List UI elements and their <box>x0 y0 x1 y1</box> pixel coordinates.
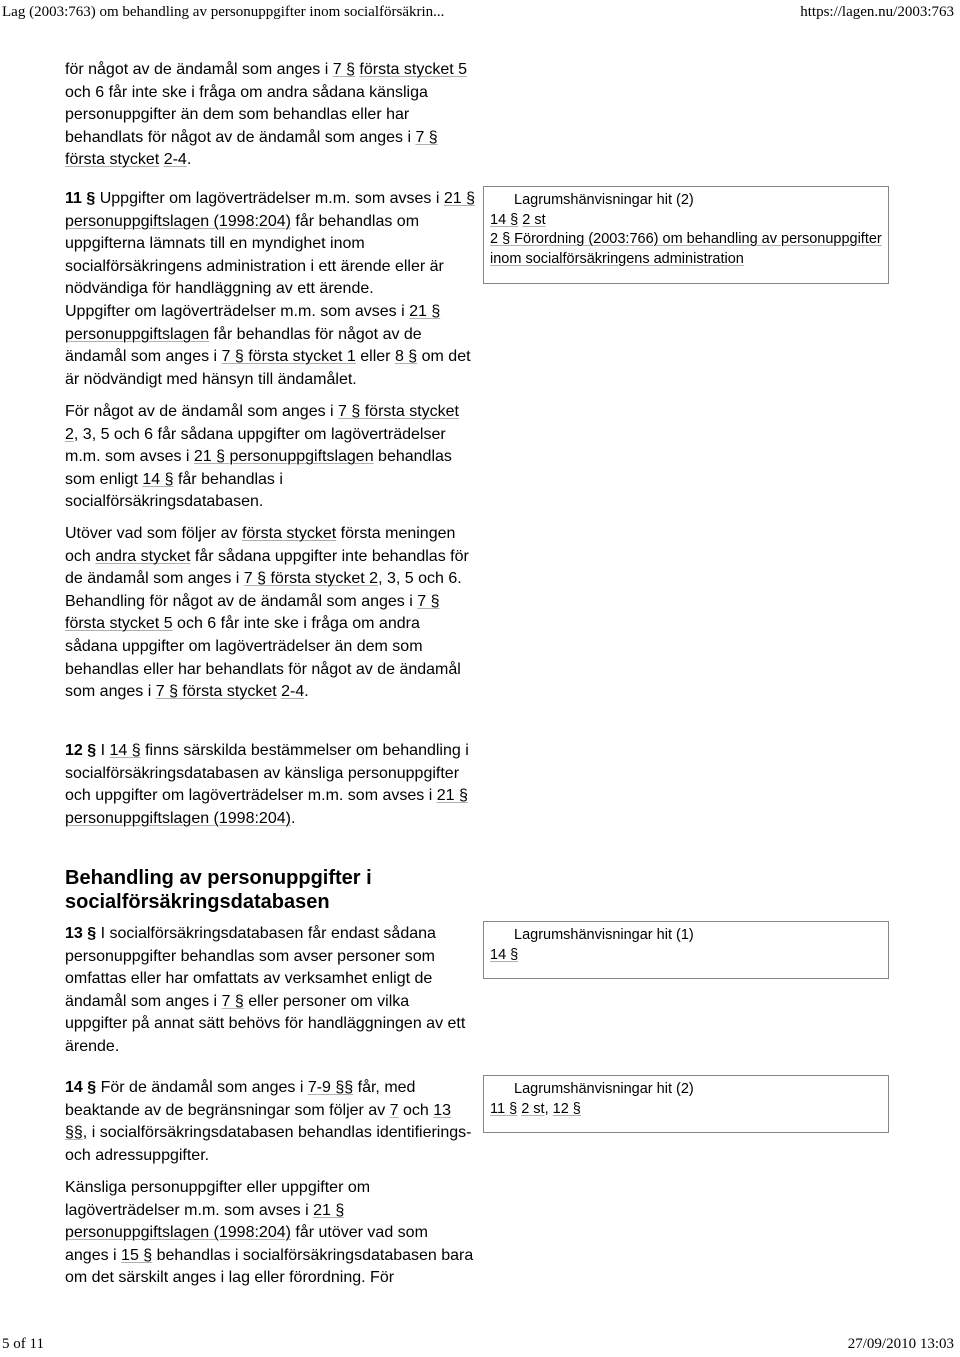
section-number: 14 <box>65 1079 83 1096</box>
reference-line <box>490 946 888 966</box>
law-paragraph <box>65 188 475 301</box>
text-run: . <box>304 683 309 701</box>
text-run: . <box>186 151 192 169</box>
section-number: 13 <box>65 925 83 942</box>
page-header-title: Lag (2003:763) om behandling av personuppgifter inom socialförsäkrin... <box>2 4 445 20</box>
law-reference-link[interactable]: 14 § <box>142 470 174 488</box>
heading-block <box>65 867 475 914</box>
references-box <box>483 921 889 979</box>
text-run: får, med beaktande av de begränsningar som följer av <box>65 1079 416 1119</box>
paragraph-block <box>65 401 475 514</box>
text-run: finns särskilda bestämmelser om behandling i socialförsäkringsdatabasen av känsliga personuppgifter och uppgifter om lagöverträdelser m.m. som avses i <box>65 742 469 805</box>
paragraph-block <box>65 523 475 704</box>
law-paragraph <box>65 1177 475 1290</box>
text-run: behandlas i socialförsäkringsdatabasen bara om det särskilt anges i lag eller förordning. För <box>65 1246 474 1287</box>
law-reference-link[interactable]: första stycket 5 <box>359 61 468 78</box>
section-number: § <box>81 190 100 207</box>
text-run: behandlas som enligt <box>65 448 452 488</box>
text-run: eller <box>355 348 395 366</box>
text-run: eller personer om vilka uppgifter på annat sätt behövs för handläggningen av ett ärende. <box>65 992 466 1055</box>
law-paragraph <box>65 59 475 172</box>
law-reference-link[interactable]: 7 <box>389 1101 399 1119</box>
law-reference-link[interactable]: 21 § personuppgiftslagen (1998:204) <box>65 190 475 230</box>
page-footer-page-number: 5 of 11 <box>2 1336 44 1352</box>
law-reference-link[interactable]: 2 st <box>522 211 546 228</box>
text-run: I socialförsäkringsdatabasen får endast sådana personuppgifter behandlas som avser personer som omfattas eller har omfattats av verksamhet enligt de ändamål som anges i <box>65 925 436 1010</box>
law-paragraph <box>65 1077 475 1167</box>
page-header-url[interactable]: https://lagen.nu/2003:763 <box>800 4 954 20</box>
law-reference-link[interactable]: 2 st <box>521 1100 545 1117</box>
law-reference-link[interactable]: första stycket <box>241 525 337 542</box>
text-run: första meningen och <box>65 525 456 565</box>
text-run: och <box>398 1101 434 1119</box>
law-reference-link[interactable]: 21 § personuppgiftslagen (1998:204) <box>65 1201 345 1242</box>
text-run: , 3, 5 och 6 får sådana uppgifter om lagöverträdelser m.m. som avses i <box>65 425 446 466</box>
law-reference-link[interactable]: 21 § personuppgiftslagen <box>193 448 374 466</box>
section-number: 11 <box>65 190 82 207</box>
law-reference-link[interactable]: 7 § första stycket 2 <box>65 403 459 443</box>
text-run: får utöver vad som anges i <box>65 1224 428 1264</box>
law-reference-link[interactable]: 14 § <box>490 211 519 228</box>
paragraph-block <box>65 923 475 1059</box>
law-reference-link[interactable]: 14 § <box>109 742 141 759</box>
law-reference-link[interactable]: 12 § <box>552 1100 581 1117</box>
reference-line <box>490 211 888 231</box>
section-heading: Behandling av personuppgifter i socialförsäkringsdatabasen <box>65 867 372 913</box>
references-title: Lagrumshänvisningar hit (2) <box>514 1081 694 1097</box>
text-run: Utöver vad som följer av <box>65 525 242 542</box>
law-paragraph <box>65 740 475 830</box>
text-run: Känsliga personuppgifter eller uppgifter om lagöverträdelser m.m. som avses i <box>65 1179 371 1219</box>
references-box <box>483 186 889 284</box>
law-reference-link[interactable]: 7 § första stycket 1 <box>221 348 356 366</box>
page-footer-datetime: 27/09/2010 13:03 <box>847 1336 954 1352</box>
law-reference-link[interactable]: 8 § <box>394 348 418 366</box>
paragraph-block <box>65 59 475 172</box>
law-reference-link[interactable]: 13 §§ <box>65 1101 452 1142</box>
law-paragraph <box>65 301 475 391</box>
law-reference-link[interactable]: 7 § första stycket <box>155 683 277 701</box>
law-reference-link[interactable]: 21 § personuppgiftslagen (1998:204) <box>65 787 468 827</box>
law-reference-link[interactable]: 21 § personuppgiftslagen <box>65 303 441 343</box>
text-run: om det är nödvändigt med hänsyn till ändamålet. <box>65 348 471 388</box>
section-number: § <box>82 742 101 759</box>
law-reference-link[interactable]: 7 § <box>332 61 355 78</box>
law-reference-link[interactable]: 2-4 <box>163 151 187 169</box>
references-box <box>483 1075 889 1133</box>
text-run: I <box>100 742 110 759</box>
text-run: får behandlas i socialförsäkringsdatabasen. <box>65 470 283 511</box>
law-reference-link[interactable]: 7 § första stycket 5 <box>65 592 440 633</box>
text-run: För något av de ändamål som anges i <box>65 403 339 420</box>
paragraph-block <box>65 1177 475 1290</box>
law-reference-link[interactable]: 7 § första stycket <box>65 128 438 169</box>
text-run: Uppgifter om lagöverträdelser m.m. som avses i <box>65 303 410 320</box>
references-title: Lagrumshänvisningar hit (2) <box>514 192 694 208</box>
section-number: § <box>82 1079 101 1096</box>
text-run: , i socialförsäkringsdatabasen behandlas identifierings- och adressuppgifter. <box>65 1124 472 1164</box>
references-title: Lagrumshänvisningar hit (1) <box>514 927 694 943</box>
law-reference-link[interactable]: 7 § första stycket 2 <box>243 570 379 588</box>
text-run: och 6 får inte ske i fråga om andra sådana uppgifter om lagöverträdelser än dem som behandlas eller har behandlats för något av de ändamål som anges i <box>65 615 461 701</box>
law-reference-link[interactable]: 7-9 §§ <box>307 1079 354 1096</box>
paragraph-block <box>65 301 475 391</box>
law-reference-link[interactable]: 15 § <box>121 1246 153 1264</box>
section-number: 12 <box>65 742 83 759</box>
text-run: får behandlas för något av de ändamål som anges i <box>65 325 422 366</box>
text-run: , <box>544 1100 553 1117</box>
paragraph-block <box>65 188 475 301</box>
reference-line <box>490 230 888 269</box>
text-run: , 3, 5 och 6. Behandling för något av de ändamål som anges i <box>65 570 462 610</box>
law-reference-link[interactable]: 11 § <box>490 1100 518 1117</box>
law-reference-link[interactable]: andra stycket <box>95 547 191 565</box>
text-run: och 6 får inte ske i fråga om andra sådana känsliga personuppgifter än dem som behandlas eller har behandlats för något av de ändamål som anges i <box>65 83 428 146</box>
law-reference-link[interactable]: 2-4 <box>281 683 305 701</box>
text-run: för något av de ändamål som anges i <box>65 61 333 78</box>
text-run: För de ändamål som anges i <box>100 1079 308 1096</box>
law-paragraph <box>65 923 475 1059</box>
law-reference-link[interactable]: 7 § <box>221 992 244 1010</box>
law-paragraph <box>65 523 475 704</box>
law-paragraph <box>65 401 475 514</box>
text-run: får sådana uppgifter inte behandlas för de ändamål som anges i <box>65 547 469 588</box>
paragraph-block <box>65 1077 475 1167</box>
section-number: § <box>82 925 101 942</box>
reference-line <box>490 1100 888 1120</box>
text-run: Uppgifter om lagöverträdelser m.m. som avses i <box>99 190 444 207</box>
text-run: får behandlas om uppgifterna lämnats till en myndighet inom socialförsäkringens administration i ett ärende eller är nödvändiga för handläggning av ett ärende. <box>65 212 444 298</box>
paragraph-block <box>65 740 475 830</box>
law-reference-link[interactable]: 14 § <box>490 946 519 963</box>
law-reference-link[interactable]: 2 § Förordning (2003:766) om behandling av personuppgifter inom socialförsäkringens administration <box>490 231 882 267</box>
text-run: . <box>290 809 296 827</box>
